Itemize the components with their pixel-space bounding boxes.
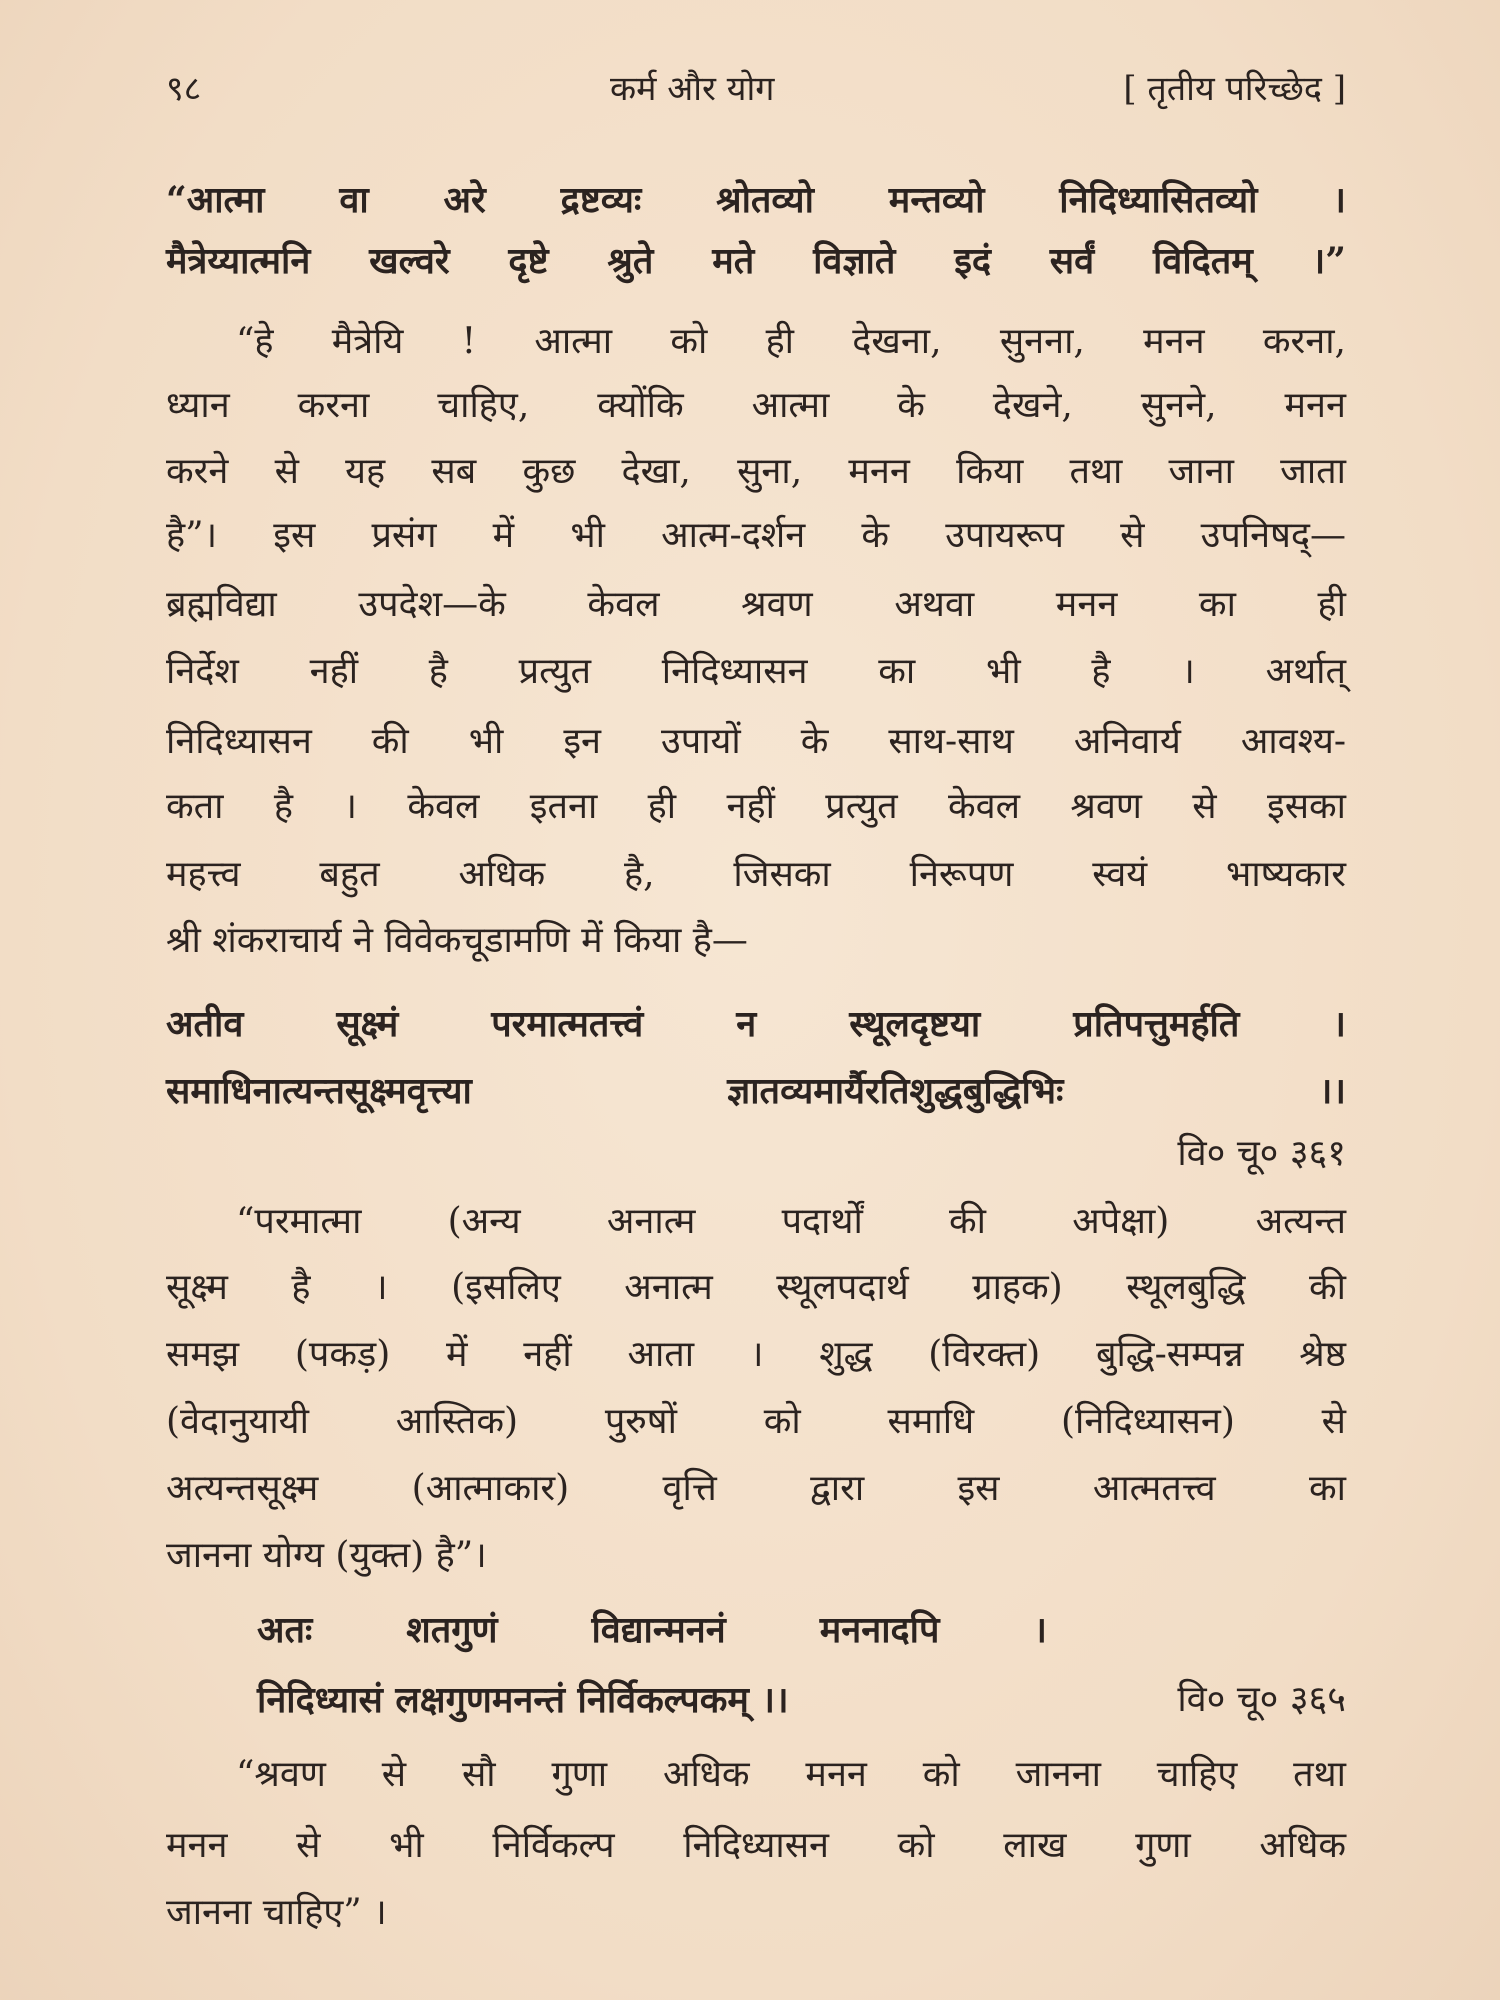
sanskrit-quote-line: मैत्रेय्यात्मनि खल्वरे दृष्टे श्रुते मते विज्ञाते इदं सर्वं विदितम् ।”	[166, 240, 1346, 282]
body-line: “हे मैत्रेयि ! आत्मा को ही देखना, सुनना, मनन करना,	[236, 321, 1346, 362]
body-line: जानना योग्य (युक्त) है”।	[166, 1535, 487, 1576]
body-line: “परमात्मा (अन्य अनात्म पदार्थों की अपेक्षा) अत्यन्त	[236, 1201, 1346, 1242]
body-line: कता है । केवल इतना ही नहीं प्रत्युत केवल श्रवण से इसका	[166, 786, 1346, 827]
verse-reference: वि० चू० ३६१	[1177, 1133, 1346, 1174]
body-line: समझ (पकड़) में नहीं आता । शुद्ध (विरक्त) बुद्धि-सम्पन्न श्रेष्ठ	[166, 1334, 1346, 1375]
verse-reference: वि० चू० ३६५	[1177, 1679, 1346, 1720]
body-line: अत्यन्तसूक्ष्म (आत्माकार) वृत्ति द्वारा इस आत्मतत्त्व का	[166, 1468, 1346, 1509]
sanskrit-quote-line: “आत्मा वा अरे द्रष्टव्यः श्रोतव्यो मन्तव्यो निदिध्यासितव्यो ।	[166, 179, 1346, 221]
sanskrit-verse-line: अतः शतगुणं विद्यान्मननं मननादपि ।	[257, 1609, 1047, 1651]
body-line: महत्त्व बहुत अधिक है, जिसका निरूपण स्वयं भाष्यकार	[166, 854, 1346, 895]
body-line: जानना चाहिए” ।	[166, 1892, 387, 1933]
verse-text: निदिध्यासं लक्षगुणमनन्तं निर्विकल्पकम् ।।	[257, 1679, 789, 1721]
body-line: (वेदानुयायी आस्तिक) पुरुषों को समाधि (निदिध्यासन) से	[166, 1401, 1346, 1442]
body-line: ध्यान करना चाहिए, क्योंकि आत्मा के देखने, सुनने, मनन	[166, 385, 1346, 426]
body-line: है”। इस प्रसंग में भी आत्म-दर्शन के उपायरूप से उपनिषद्—	[166, 515, 1346, 556]
page-number: ९८	[166, 69, 202, 109]
running-title: कर्म और योग	[610, 69, 775, 109]
body-line: “श्रवण से सौ गुणा अधिक मनन को जानना चाहिए तथा	[236, 1754, 1346, 1795]
body-line: ब्रह्मविद्या उपदेश—के केवल श्रवण अथवा मनन का ही	[166, 584, 1346, 625]
sanskrit-verse-line: अतीव सूक्ष्मं परमात्मतत्त्वं न स्थूलदृष्टया प्रतिपत्तुमर्हति ।	[166, 1003, 1346, 1045]
body-line: निदिध्यासन की भी इन उपायों के साथ-साथ अनिवार्य आवश्य-	[166, 721, 1346, 762]
chapter-title: [ तृतीय परिच्छेद ]	[1123, 69, 1346, 109]
body-line: निर्देश नहीं है प्रत्युत निदिध्यासन का भी है । अर्थात्	[166, 651, 1346, 692]
sanskrit-verse-line: समाधिनात्यन्तसूक्ष्मवृत्त्या ज्ञातव्यमार्यैरतिशुद्धबुद्धिभिः ।।	[166, 1070, 1346, 1112]
body-line: करने से यह सब कुछ देखा, सुना, मनन किया तथा जाना जाता	[166, 451, 1346, 492]
body-line: मनन से भी निर्विकल्प निदिध्यासन को लाख गुणा अधिक	[166, 1825, 1346, 1866]
sanskrit-verse-line	[257, 1675, 1346, 1725]
body-line: श्री शंकराचार्य ने विवेकचूडामणि में किया है—	[166, 920, 748, 961]
body-line: सूक्ष्म है । (इसलिए अनात्म स्थूलपदार्थ ग्राहक) स्थूलबुद्धि की	[166, 1267, 1346, 1308]
